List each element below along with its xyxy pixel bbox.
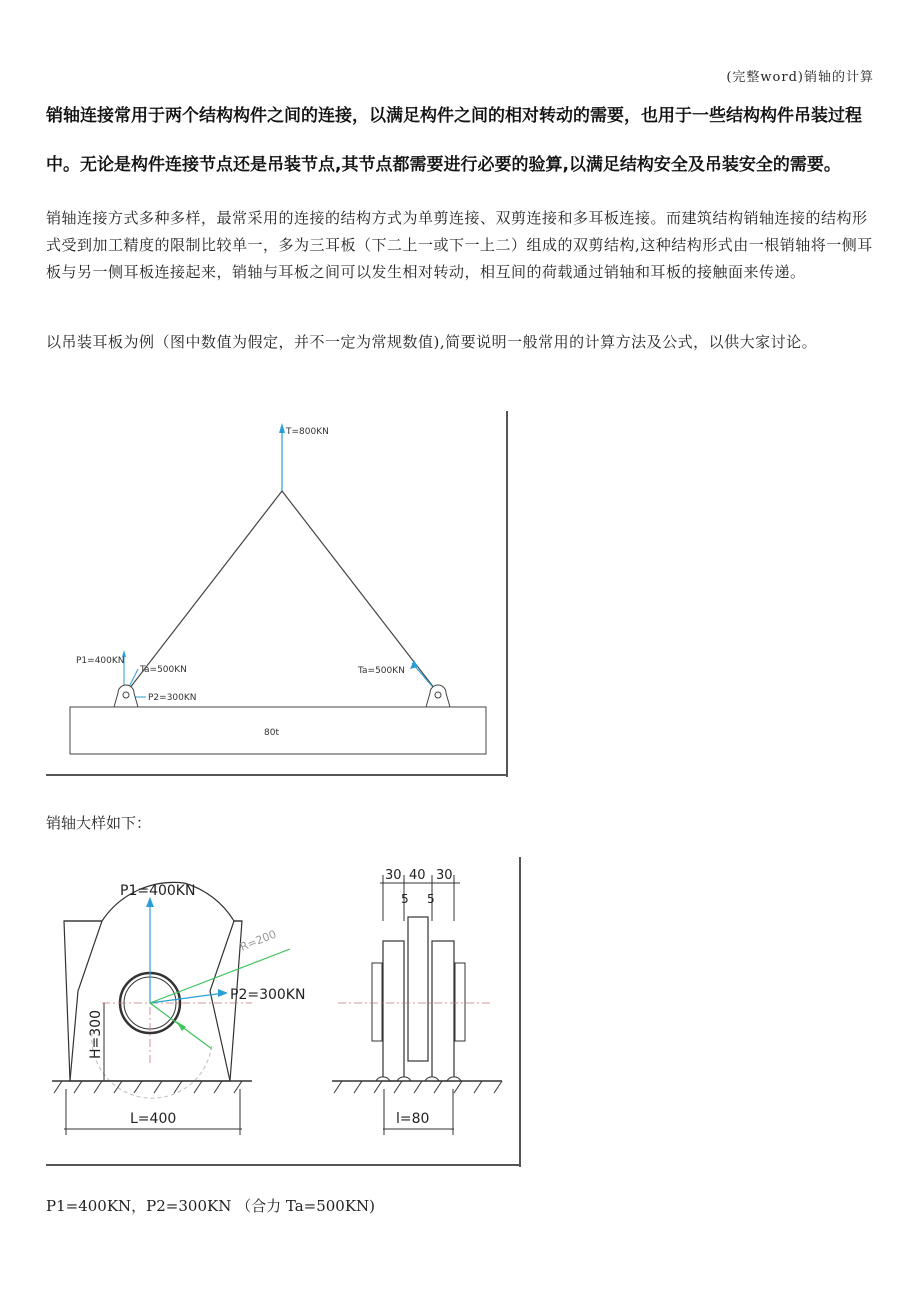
label-Ta-left: Ta=500KN <box>140 665 187 675</box>
label-H: H=300 <box>88 1010 104 1059</box>
pin-detail-caption: 销轴大样如下： <box>46 814 152 832</box>
label-L: L=400 <box>130 1111 177 1127</box>
label-P1: P1=400KN <box>76 656 125 666</box>
label-l: l=80 <box>396 1111 430 1127</box>
dim-40: 40 <box>409 868 426 883</box>
lifting-diagram <box>42 407 510 780</box>
paragraph-example-intro: 以吊装耳板为例（图中数值为假定，并不一定为常规数值),简要说明一般常用的计算方法及公式，以供大家讨论。 <box>46 333 818 351</box>
lead-paragraph: 销轴连接常用于两个结构构件之间的连接，以满足构件之间的相对转动的需要，也用于一些结构构件吊装过程中。无论是构件连接节点还是吊装节点,其节点都需要进行必要的验算,以满足结构安全及吊装安全的需要。 <box>46 106 862 175</box>
label-R: R=200 <box>238 927 279 954</box>
label-P2: P2=300KN <box>148 693 197 703</box>
load-formula: P1=400KN，P2=300KN （合力 Ta=500KN) <box>46 1197 376 1215</box>
gap-b: 5 <box>427 892 435 906</box>
label-block: 80t <box>264 728 279 738</box>
document-header: (完整word)销轴的计算 <box>726 70 874 85</box>
pin-detail-diagram <box>42 853 524 1171</box>
label-T: T=800KN <box>286 427 329 437</box>
dim-30-right: 30 <box>436 868 453 883</box>
paragraph-connection-types: 销轴连接方式多种多样，最常采用的连接的结构方式为单剪连接、双剪连接和多耳板连接。而建筑结构销轴连接的结构形式受到加工精度的限制比较单一，多为三耳板（下二上一或下一上二）组成的双剪结构,这种结构形式由一根销轴将一侧耳板与另一侧耳板连接起来，销轴与耳板之间可以发生相对转动，相互间的荷载通过销轴和耳板的接触面来传递。 <box>46 209 873 281</box>
label-Ta-right: Ta=500KN <box>358 666 405 676</box>
dim-30-left: 30 <box>385 868 402 883</box>
label-P1-detail: P1=400KN <box>120 883 196 899</box>
gap-a: 5 <box>401 892 409 906</box>
label-P2-detail: P2=300KN <box>230 987 306 1003</box>
